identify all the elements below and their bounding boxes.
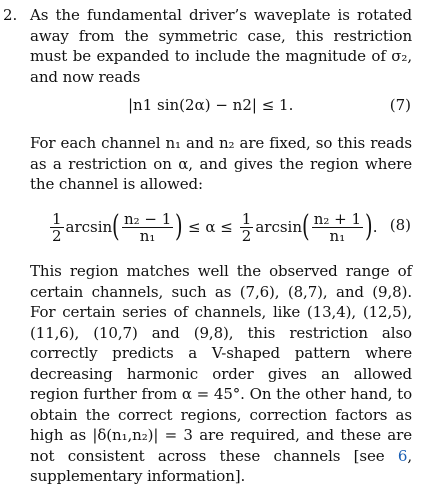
arcsin-right: arcsin bbox=[255, 218, 303, 236]
citation-link[interactable]: 6 bbox=[397, 446, 408, 465]
paren-close-right: ) bbox=[365, 209, 373, 244]
equation-8-tail: . bbox=[372, 218, 378, 236]
inequality-middle: ≤ α ≤ bbox=[187, 218, 233, 236]
equation-7: |n1 sin(2α) − n2| ≤ 1. bbox=[128, 96, 294, 114]
fraction-left: $\frac{\text{n₂ − 1}}{\text{n₁}}$ bbox=[123, 209, 172, 245]
fraction-right: $\frac{\text{n₂ + 1}}{\text{n₁}}$ bbox=[313, 209, 362, 245]
equation-7-number: (7) bbox=[389, 96, 411, 114]
paragraph-observations-tail: , supplementary information]. bbox=[30, 446, 412, 485]
paren-open-left: ( bbox=[112, 209, 120, 244]
arcsin-left: arcsin bbox=[65, 218, 113, 236]
paragraph-observations-text: This region matches well the observed range of certain channels, such as (7,6), (8,7), and (9,8). For certain series of channels, like (13,4), (12,5), (11,6), (10,7) and (9,8), this restriction also correctly predicts a V-shaped pattern where decreasing harmonic order gives an allowed region further from α = 45°. On the other hand, to obtain the correct regions, correction factors as high as |δ(n₁,n₂)| = 3 are required, and these are not consistent across these channels [see bbox=[30, 262, 412, 465]
list-item-number: 2. bbox=[3, 6, 18, 24]
paren-open-right: ( bbox=[302, 209, 310, 244]
equation-8 bbox=[48, 205, 378, 249]
paragraph-observations bbox=[30, 261, 412, 487]
half-fraction-right: $\frac{1}{2}$ bbox=[241, 209, 252, 245]
equation-8-number: (8) bbox=[389, 216, 411, 234]
paragraph-waveplate: As the fundamental driver’s waveplate is rotated away from the symmetric case, this restriction must be expanded to include the magnitude of σ₂, and now reads bbox=[30, 6, 412, 86]
half-fraction-left: $\frac{1}{2}$ bbox=[52, 209, 62, 245]
paragraph-channel-restriction: For each channel n₁ and n₂ are fixed, so this reads as a restriction on α, and gives the region where the channel is allowed: bbox=[30, 134, 412, 193]
paren-close-left: ) bbox=[175, 209, 183, 244]
